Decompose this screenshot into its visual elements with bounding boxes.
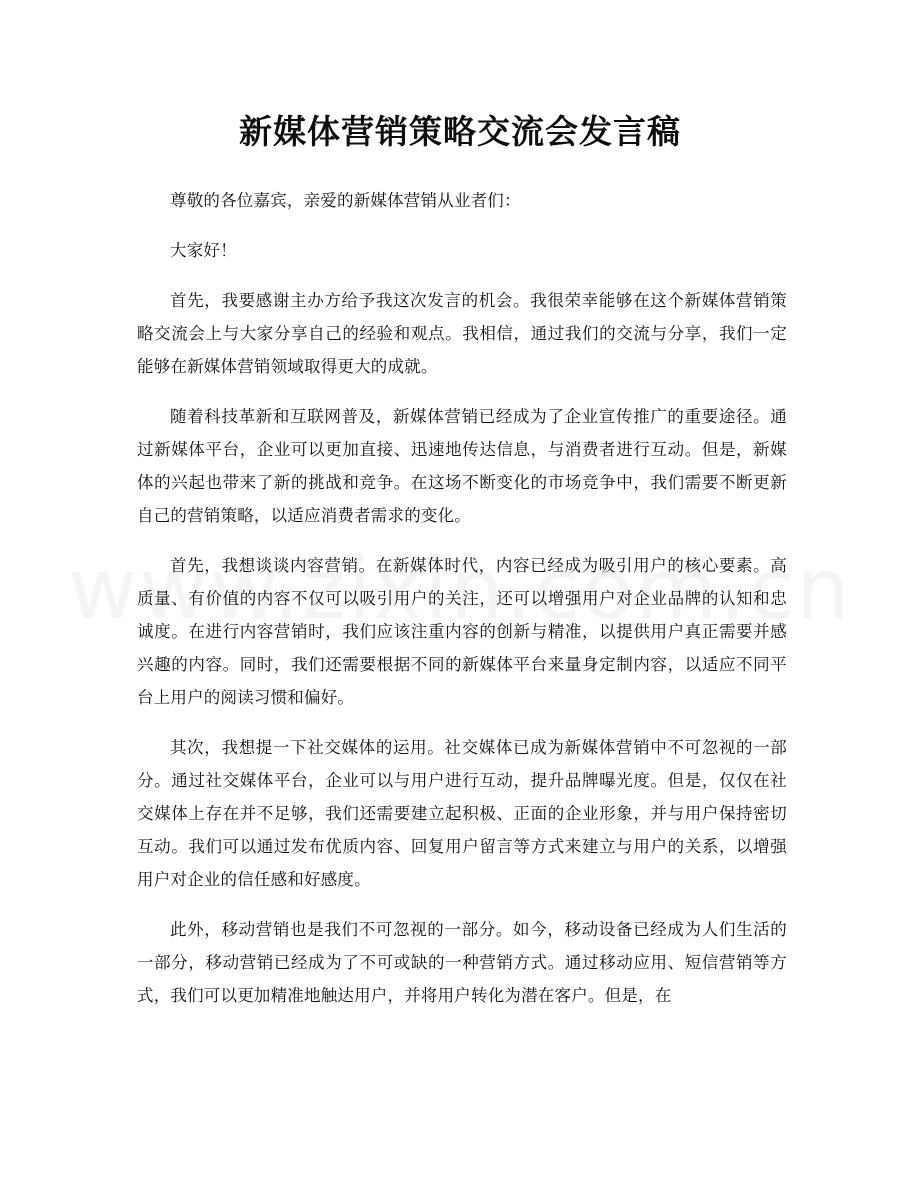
opening-paragraph: 首先，我要感谢主办方给予我这次发言的机会。我很荣幸能够在这个新媒体营销策略交流会上与大家分享自己的经验和观点。我相信，通过我们的交流与分享，我们一定能够在新媒体营销领域取得更大的成就。	[137, 291, 787, 376]
salutation-paragraph: 尊敬的各位嘉宾，亲爱的新媒体营销从业者们：	[170, 191, 521, 210]
mobile-marketing-paragraph: 此外，移动营销也是我们不可忽视的一部分。如今，移动设备已经成为人们生活的一部分，移动营销已经成为了不可或缺的一种营销方式。通过移动应用、短信营销等方式，我们可以更加精准地触达用户，并将用户转化为潜在客户。但是，在	[137, 920, 787, 1005]
content-marketing-paragraph: 首先，我想谈谈内容营销。在新媒体时代，内容已经成为吸引用户的核心要素。高质量、有价值的内容不仅可以吸引用户的关注，还可以增强用户对企业品牌的认知和忠诚度。在进行内容营销时，我们应该注重内容的创新与精准，以提供用户真正需要并感兴趣的内容。同时，我们还需要根据不同的新媒体平台来量身定制内容，以适应不同平台上用户的阅读习惯和偏好。	[137, 556, 787, 707]
social-media-paragraph: 其次，我想提一下社交媒体的运用。社交媒体已成为新媒体营销中不可忽视的一部分。通过社交媒体平台，企业可以与用户进行互动，提升品牌曝光度。但是，仅仅在社交媒体上存在并不足够，我们还需要建立起积极、正面的企业形象，并与用户保持密切互动。我们可以通过发布优质内容、回复用户留言等方式来建立与用户的关系，以增强用户对企业的信任感和好感度。	[137, 738, 787, 889]
speech-body	[137, 184, 787, 1029]
background-paragraph: 随着科技革新和互联网普及，新媒体营销已经成为了企业宣传推广的重要途径。通过新媒体平台，企业可以更加直接、迅速地传达信息，与消费者进行互动。但是，新媒体的兴起也带来了新的挑战和竞争。在这场不断变化的市场竞争中，我们需要不断更新自己的营销策略，以适应消费者需求的变化。	[137, 407, 787, 525]
page-title: 新媒体营销策略交流会发言稿	[239, 112, 681, 151]
greeting-paragraph: 大家好！	[170, 241, 237, 260]
